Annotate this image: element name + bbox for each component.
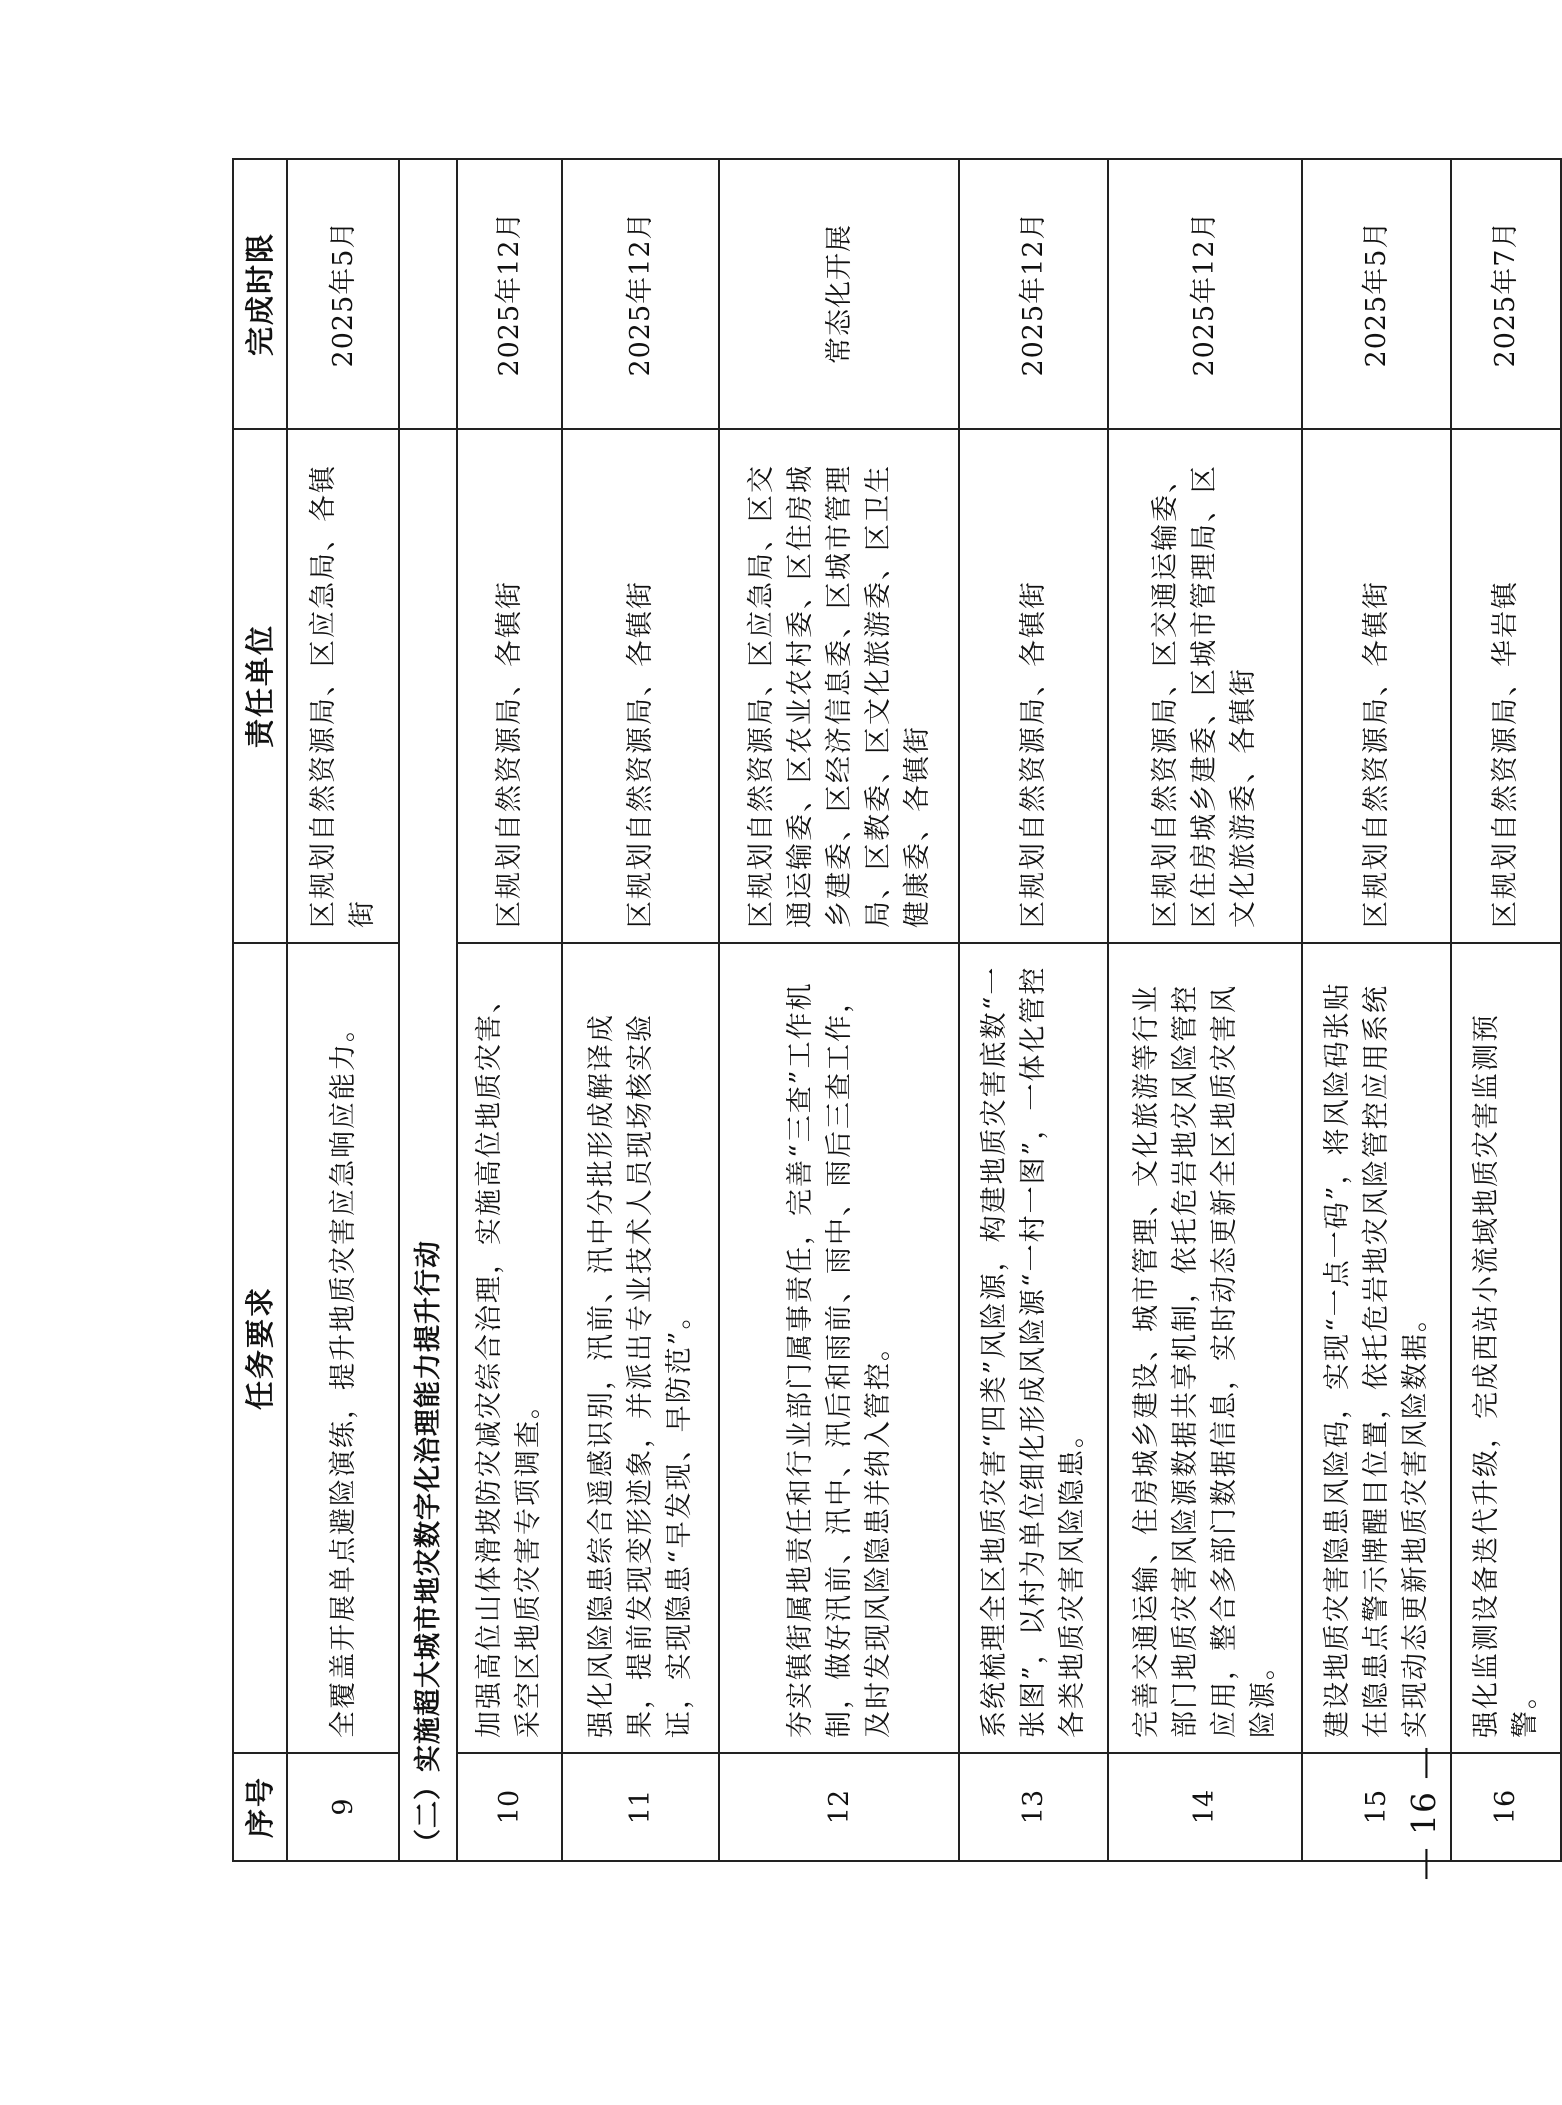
- section-title: （二）实施超大城市地灾数字化治理能力提升行动: [399, 429, 456, 1861]
- row-unit: 区规划自然资源局、区交通运输委、区住房城乡建委、区城市管理局、区文化旅游委、各镇街: [1108, 429, 1302, 943]
- table-row: [959, 159, 1108, 1861]
- row-task: 全覆盖开展单点避险演练，提升地质灾害应急响应能力。: [287, 943, 399, 1753]
- row-seq: 16: [1451, 1753, 1561, 1861]
- section-empty-cell: [399, 159, 456, 429]
- header-seq: 序号: [233, 1753, 287, 1861]
- table-row: [562, 159, 719, 1861]
- row-deadline: 常态化开展: [719, 159, 959, 429]
- task-table: [232, 158, 1562, 1862]
- row-deadline: 2025年12月: [457, 159, 562, 429]
- row-seq: 15: [1302, 1753, 1451, 1861]
- row-seq: 11: [562, 1753, 719, 1861]
- table-row: [1108, 159, 1302, 1861]
- row-unit: 区规划自然资源局、区应急局、各镇街: [287, 429, 399, 943]
- row-unit: 区规划自然资源局、各镇街: [959, 429, 1108, 943]
- row-deadline: 2025年5月: [1302, 159, 1451, 429]
- row-seq: 14: [1108, 1753, 1302, 1861]
- row-unit: 区规划自然资源局、区应急局、区交通运输委、区农业农村委、区住房城乡建委、区经济信息委、区城市管理局、区教委、区文化旅游委、区卫生健康委、各镇街: [719, 429, 959, 943]
- header-deadline: 完成时限: [233, 159, 287, 429]
- row-seq: 9: [287, 1753, 399, 1861]
- section-row: [399, 159, 456, 1861]
- table-row: [287, 159, 399, 1861]
- row-seq: 10: [457, 1753, 562, 1861]
- row-task: 完善交通运输、住房城乡建设、城市管理、文化旅游等行业部门地质灾害风险源数据共享机制，依托危岩地灾风险管控应用，整合多部门数据信息，实时动态更新全区地质灾害风险源。: [1108, 943, 1302, 1753]
- row-deadline: 2025年7月: [1451, 159, 1561, 429]
- rotated-document-page: [232, 0, 1562, 1938]
- header-task: 任务要求: [233, 943, 287, 1753]
- table-header-row: [233, 159, 287, 1861]
- header-unit: 责任单位: [233, 429, 287, 943]
- row-unit: 区规划自然资源局、各镇街: [457, 429, 562, 943]
- row-seq: 12: [719, 1753, 959, 1861]
- row-task: 强化风险隐患综合遥感识别，汛前、汛中分批形成解译成果，提前发现变形迹象，并派出专业技术人员现场核实验证，实现隐患“早发现、早防范”。: [562, 943, 719, 1753]
- row-task: 夯实镇街属地责任和行业部门属事责任，完善“三查”工作机制，做好汛前、汛中、汛后和雨前、雨中、雨后三查工作，及时发现风险隐患并纳入管控。: [719, 943, 959, 1753]
- row-deadline: 2025年12月: [562, 159, 719, 429]
- row-deadline: 2025年5月: [287, 159, 399, 429]
- row-unit: 区规划自然资源局、各镇街: [562, 429, 719, 943]
- row-task: 系统梳理全区地质灾害“四类”风险源，构建地质灾害底数“一张图”，以村为单位细化形成风险源“一村一图”，一体化管控各类地质灾害风险隐患。: [959, 943, 1108, 1753]
- table-row: [457, 159, 562, 1861]
- row-deadline: 2025年12月: [959, 159, 1108, 429]
- table-row: [719, 159, 959, 1861]
- table-row: [1302, 159, 1451, 1861]
- row-seq: 13: [959, 1753, 1108, 1861]
- row-unit: 区规划自然资源局、华岩镇: [1451, 429, 1561, 943]
- page-number: — 16 —: [1404, 1745, 1443, 1881]
- row-task: 强化监测设备迭代升级，完成西站小流域地质灾害监测预警。: [1451, 943, 1561, 1753]
- row-task: 加强高位山体滑坡防灾减灾综合治理，实施高位地质灾害、采空区地质灾害专项调查。: [457, 943, 562, 1753]
- table-row: [1451, 159, 1561, 1861]
- row-deadline: 2025年12月: [1108, 159, 1302, 429]
- row-task: 建设地质灾害隐患风险码，实现“一点一码”，将风险码张贴在隐患点警示牌醒目位置，依托危岩地灾风险管控应用系统实现动态更新地质灾害风险数据。: [1302, 943, 1451, 1753]
- row-unit: 区规划自然资源局、各镇街: [1302, 429, 1451, 943]
